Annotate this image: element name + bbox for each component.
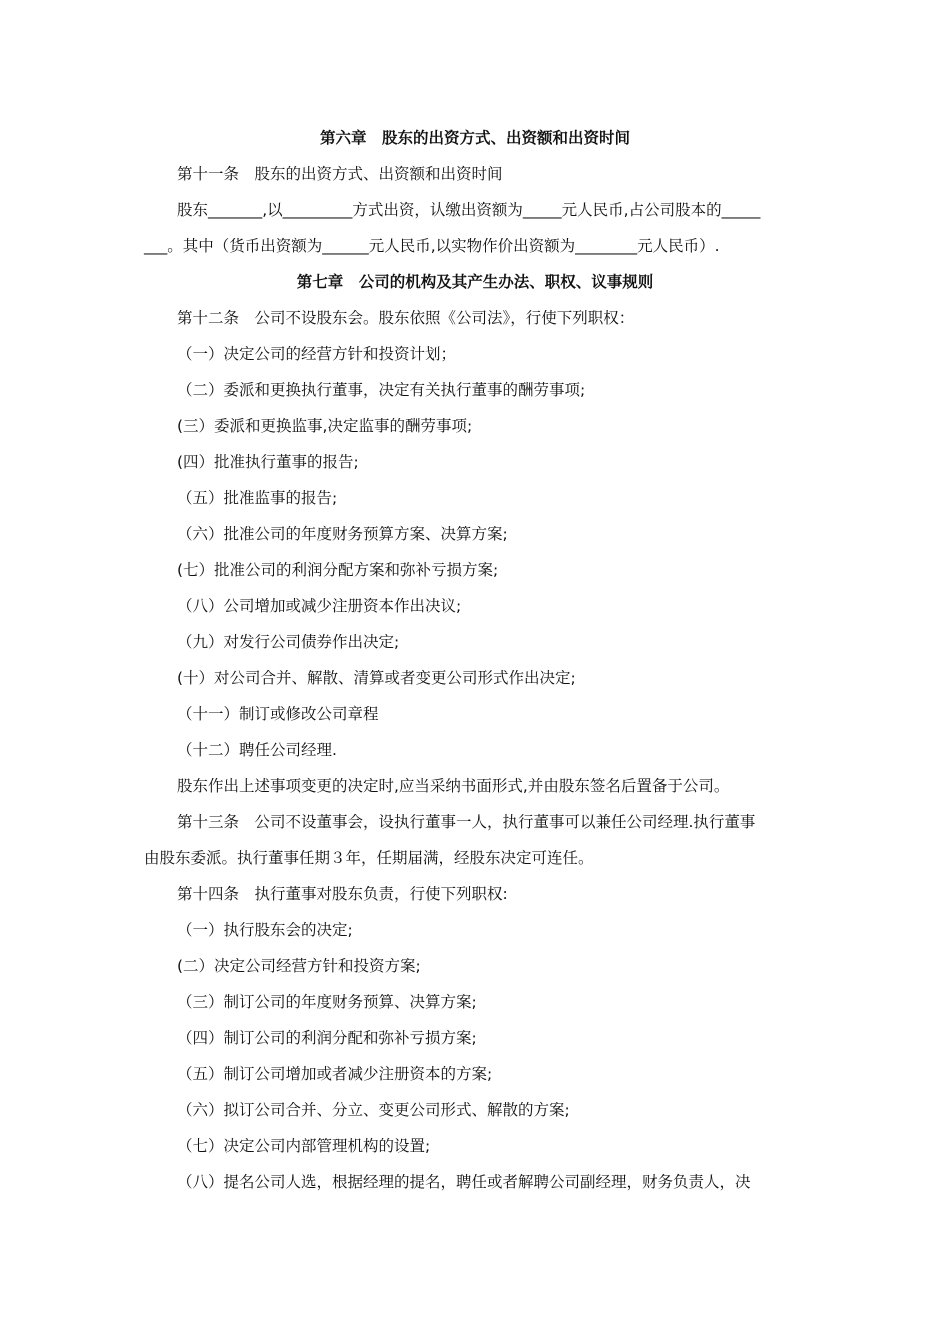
article12-item: (七）批准公司的利润分配方案和弥补亏损方案; — [177, 561, 499, 579]
article12-item: (十）对公司合并、解散、清算或者变更公司形式作出决定; — [177, 669, 576, 687]
article12-item: （二）委派和更换执行董事，决定有关执行董事的酬劳事项; — [177, 381, 586, 399]
article11-line1: 股东_______,以_________方式出资，认缴出资额为_____元人民币,占公司股本的_____ — [177, 201, 761, 219]
article14-item: （四）制订公司的利润分配和弥补亏损方案; — [177, 1029, 477, 1047]
article12-item: (三）委派和更换监事,决定监事的酬劳事项; — [177, 417, 473, 435]
article11-line2: ___。其中（货币出资额为______元人民币,以实物作价出资额为________元人民币）. — [144, 237, 720, 255]
article12-item: （六）批准公司的年度财务预算方案、决算方案; — [177, 525, 508, 543]
chapter6-heading: 第六章 股东的出资方式、出资额和出资时间 — [319, 129, 630, 147]
article14-item: （六）拟订公司合并、分立、变更公司形式、解散的方案; — [177, 1101, 570, 1119]
article14-item: （一）执行股东会的决定; — [177, 921, 353, 939]
article14-item: （三）制订公司的年度财务预算、决算方案; — [177, 993, 477, 1011]
article14-intro: 第十四条 执行董事对股东负责，行使下列职权: — [177, 885, 508, 903]
article12-item: （十二）聘任公司经理. — [177, 741, 337, 759]
article14-item: （七）决定公司内部管理机构的设置; — [177, 1137, 431, 1155]
article12-item: （九）对发行公司债券作出决定; — [177, 633, 400, 651]
article13-line2: 由股东委派。执行董事任期３年，任期届满，经股东决定可连任。 — [144, 849, 594, 867]
article12-note: 股东作出上述事项变更的决定时,应当采纳书面形式,并由股东签名后置备于公司。 — [177, 777, 730, 795]
article14-item: （五）制订公司增加或者减少注册资本的方案; — [177, 1065, 493, 1083]
chapter7-heading: 第七章 公司的机构及其产生办法、职权、议事规则 — [296, 273, 654, 291]
article12-item: （一）决定公司的经营方针和投资计划； — [177, 345, 457, 363]
article12-item: (四）批准执行董事的报告; — [177, 453, 359, 471]
article13-line1: 第十三条 公司不设董事会，设执行董事一人，执行董事可以兼任公司经理.执行董事 — [177, 813, 756, 831]
article12-item: （五）批准监事的报告; — [177, 489, 338, 507]
article11-title: 第十一条 股东的出资方式、出资额和出资时间 — [177, 165, 503, 183]
article12-intro: 第十二条 公司不设股东会。股东依照《公司法》，行使下列职权： — [177, 309, 635, 327]
article12-item: （八）公司增加或减少注册资本作出决议; — [177, 597, 462, 615]
article12-item: （十一）制订或修改公司章程 — [177, 705, 379, 723]
article14-item: (二）决定公司经营方针和投资方案; — [177, 957, 421, 975]
article14-item: （八）提名公司人选，根据经理的提名，聘任或者解聘公司副经理，财务负责人，决 — [177, 1173, 751, 1191]
